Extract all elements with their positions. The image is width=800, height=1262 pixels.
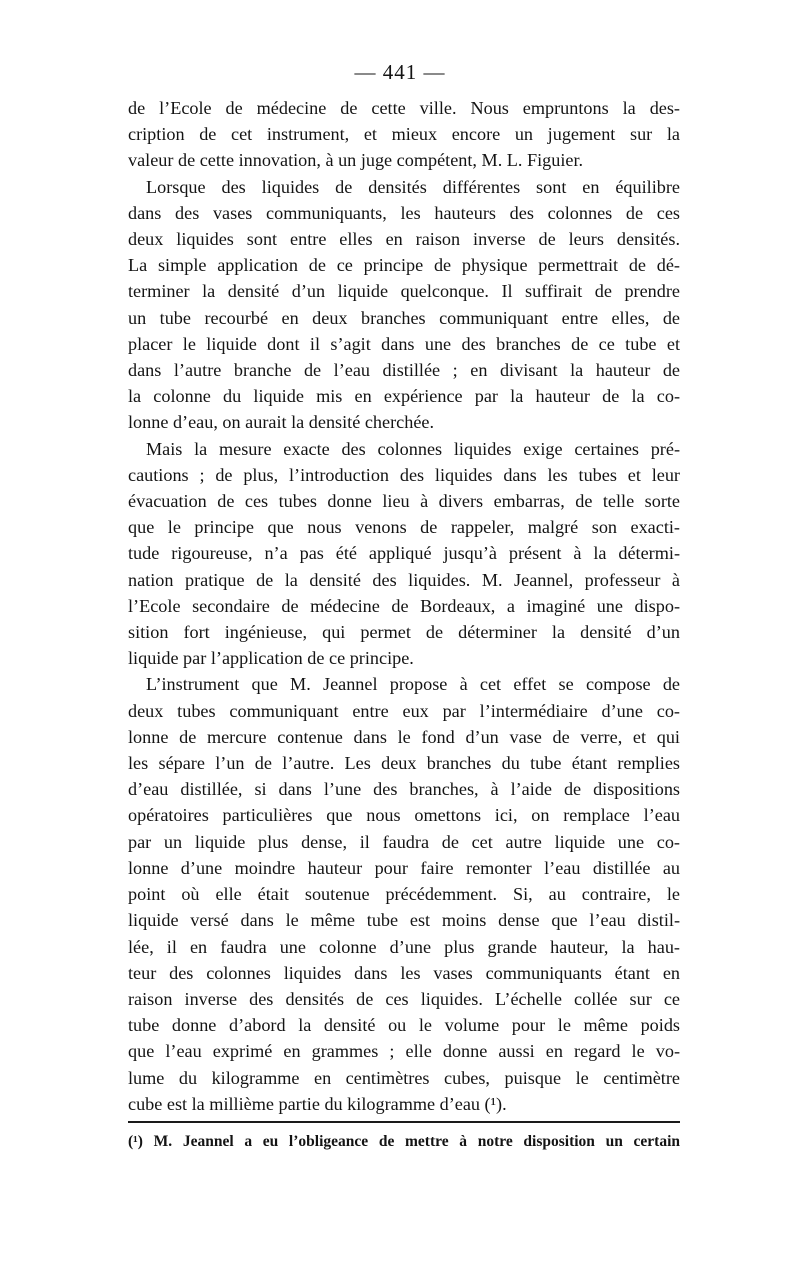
text-line: d’eau distillée, si dans l’une des branches, à l’aide de dispositions xyxy=(128,779,680,800)
text-line: tude rigoureuse, n’a pas été appliqué jusqu’à présent à la détermi- xyxy=(128,543,680,564)
text-line: lume du kilogramme en centimètres cubes, puisque le centimètre xyxy=(128,1067,680,1088)
text-line: deux liquides sont entre elles en raison inverse de leurs densités. xyxy=(128,229,680,250)
footnote-divider xyxy=(128,1121,680,1123)
text-line: deux tubes communiquant entre eux par l’intermédiaire d’une co- xyxy=(128,700,680,721)
page-number: — 441 — xyxy=(354,60,446,84)
text-line: par un liquide plus dense, il faudra de cet autre liquide une co- xyxy=(128,831,680,852)
text-line: Lorsque des liquides de densités différentes sont en équilibre xyxy=(146,176,680,197)
text-line: placer le liquide dont il s’agit dans une des branches de ce tube et xyxy=(128,333,680,354)
paragraph-1 xyxy=(128,95,680,174)
text-line: Mais la mesure exacte des colonnes liquides exige certaines pré- xyxy=(146,438,680,459)
footnote: (¹) M. Jeannel a eu l’obligeance de mettre à notre disposition un certain xyxy=(128,1133,680,1150)
text-line: raison inverse des densités de ces liquides. L’échelle collée sur ce xyxy=(128,988,680,1009)
text-line: tube donne d’abord la densité ou le volume pour le même poids xyxy=(128,1015,680,1036)
text-line: cription de cet instrument, et mieux encore un jugement sur la xyxy=(128,124,680,145)
text-line: La simple application de ce principe de physique permettrait de dé- xyxy=(128,255,680,276)
text-line: lonne d’une moindre hauteur pour faire remonter l’eau distillée au xyxy=(128,857,680,878)
body-text xyxy=(128,95,680,1117)
text-line: sition fort ingénieuse, qui permet de déterminer la densité d’un xyxy=(128,622,680,643)
text-line: l’Ecole secondaire de médecine de Bordeaux, a imaginé une dispo- xyxy=(128,595,680,616)
text-line: dans l’autre branche de l’eau distillée ; en divisant la hauteur de xyxy=(128,360,680,381)
text-line: nation pratique de la densité des liquides. M. Jeannel, professeur à xyxy=(128,569,680,590)
text-line: de l’Ecole de médecine de cette ville. Nous empruntons la des- xyxy=(128,98,680,118)
text-line: valeur de cette innovation, à un juge compétent, M. L. Figuier. xyxy=(128,150,584,171)
paragraph-3 xyxy=(128,436,680,672)
text-line: évacuation de ces tubes donne lieu à divers embarras, de telle sorte xyxy=(128,491,680,512)
text-line: cube est la millième partie du kilogramme d’eau (¹). xyxy=(128,1093,507,1114)
text-line: dans des vases communiquants, les hauteurs des colonnes de ces xyxy=(128,202,680,223)
text-line: lonne de mercure contenue dans le fond d’un vase de verre, et qui xyxy=(128,726,680,747)
text-line: cautions ; de plus, l’introduction des liquides dans les tubes et leur xyxy=(128,464,680,485)
text-line: un tube recourbé en deux branches communiquant entre elles, de xyxy=(128,307,680,328)
text-line: point où elle était soutenue précédemment. Si, au contraire, le xyxy=(128,884,680,905)
text-line: les sépare l’un de l’autre. Les deux branches du tube étant remplies xyxy=(128,753,680,774)
paragraph-2 xyxy=(128,174,680,436)
text-line: lonne d’eau, on aurait la densité cherchée. xyxy=(128,412,435,433)
paragraph-4 xyxy=(128,671,680,1116)
text-line: que le principe que nous venons de rappeler, malgré son exacti- xyxy=(128,517,680,538)
text-line: lée, il en faudra une colonne d’une plus grande hauteur, la hau- xyxy=(128,936,680,957)
text-line: liquide par l’application de ce principe. xyxy=(128,648,414,669)
text-line: L’instrument que M. Jeannel propose à cet effet se compose de xyxy=(146,674,680,695)
text-line: teur des colonnes liquides dans les vases communiquants étant en xyxy=(128,962,680,983)
text-line: que l’eau exprimé en grammes ; elle donne aussi en regard le vo- xyxy=(128,1041,680,1062)
text-line: la colonne du liquide mis en expérience par la hauteur de la co- xyxy=(128,386,680,407)
text-line: opératoires particulières que nous omettons ici, on remplace l’eau xyxy=(128,805,680,826)
text-line: liquide versé dans le même tube est moins dense que l’eau distil- xyxy=(128,910,680,931)
text-line: terminer la densité d’un liquide quelconque. Il suffirait de prendre xyxy=(128,281,680,302)
